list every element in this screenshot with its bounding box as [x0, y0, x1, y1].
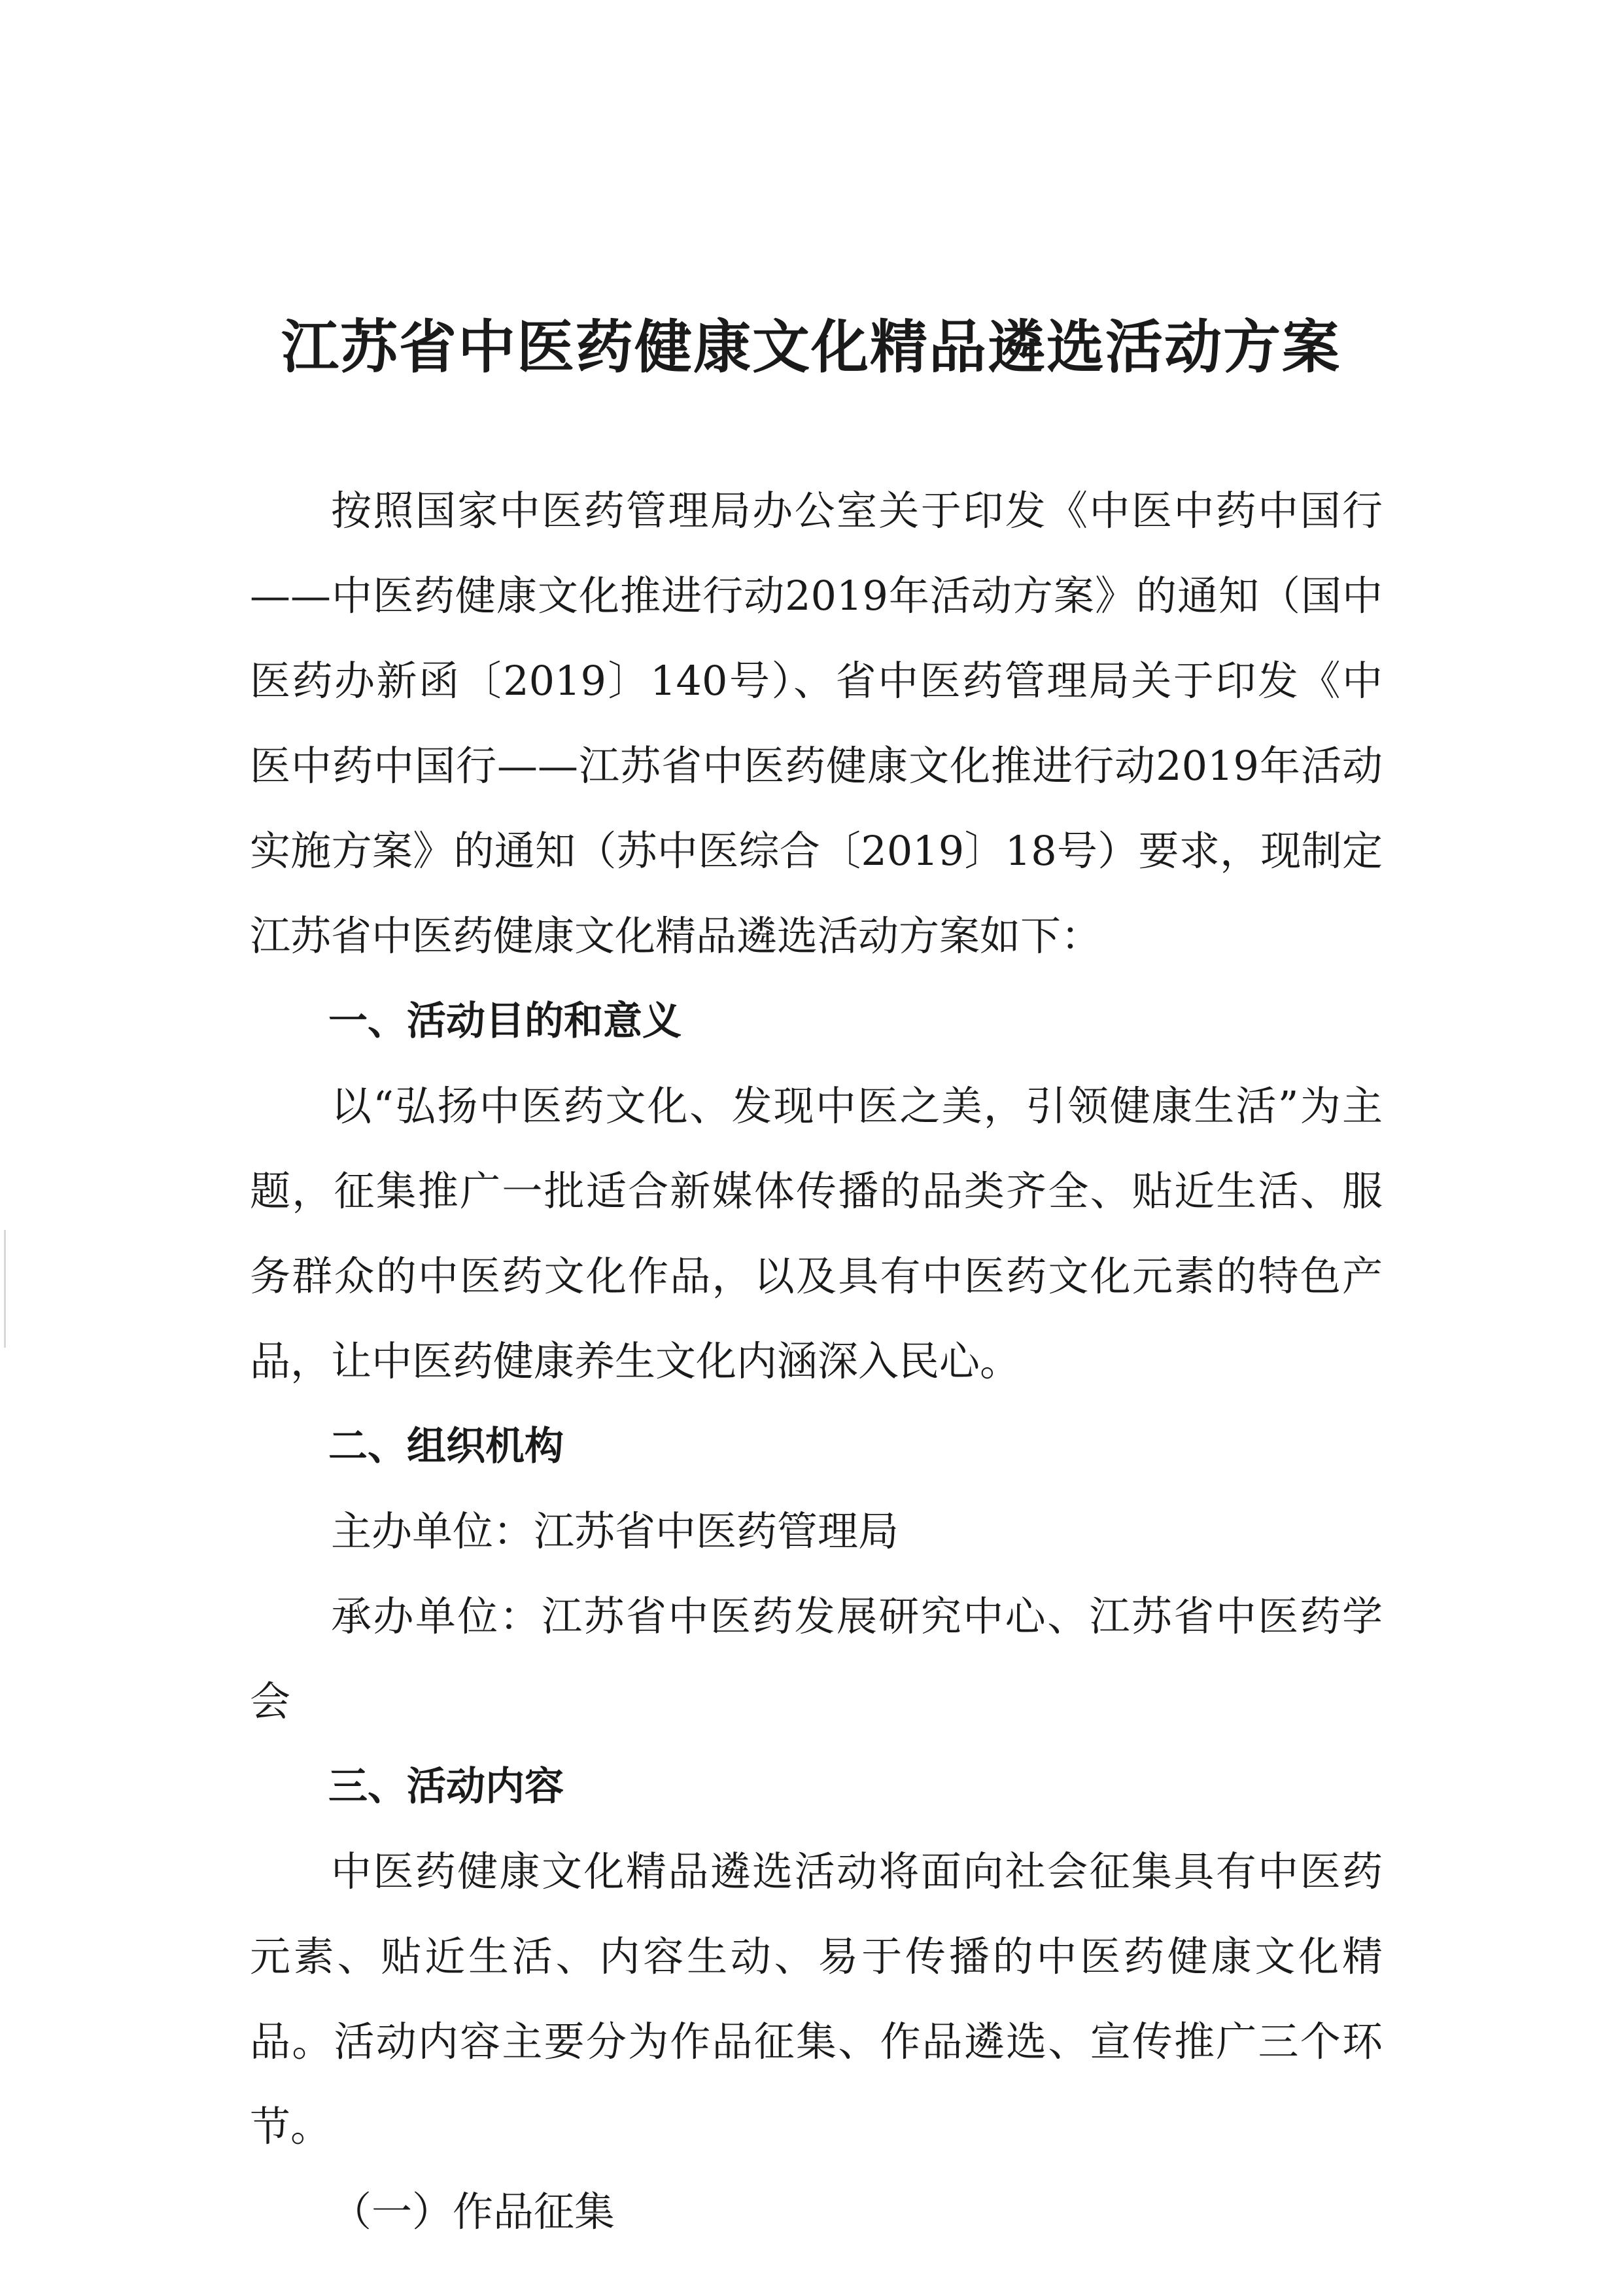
host-unit-line: 主办单位：江苏省中医药管理局: [331, 1507, 899, 1555]
subsection-heading-collection: （一）作品征集: [331, 2188, 615, 2235]
scan-edge-mark: [4, 1230, 6, 1348]
content-paragraph: 中医药健康文化精品遴选活动将面向社会征集具有中医药元素、贴近生活、内容生动、易于传播的中医药健康文化精品。活动内容主要分为作品征集、作品遴选、宣传推广三个环节。: [250, 1848, 1383, 2150]
document-title: 江苏省中医药健康文化精品遴选活动方案: [281, 313, 1341, 381]
document-body: [250, 468, 1383, 2254]
section-heading-purpose: 一、活动目的和意义: [328, 998, 682, 1044]
section-heading-content: 三、活动内容: [328, 1764, 564, 1810]
purpose-paragraph: 以“弘扬中医药文化、发现中医之美，引领健康生活”为主题，征集推广一批适合新媒体传播的品类齐全、贴近生活、服务群众的中医药文化作品，以及具有中医药文化元素的特色产品，让中医药健康养生文化内涵深入民心。: [250, 1082, 1383, 1385]
intro-paragraph: 按照国家中医药管理局办公室关于印发《中医中药中国行——中医药健康文化推进行动2019年活动方案》的通知（国中医药办新函〔2019〕140号）、省中医药管理局关于印发《中医中药中国行——江苏省中医药健康文化推进行动2019年活动实施方案》的通知（苏中医综合〔2019〕18号）要求，现制定江苏省中医药健康文化精品遴选活动方案如下：: [250, 487, 1383, 960]
organizer-unit-line: 承办单位：江苏省中医药发展研究中心、江苏省中医药学会: [250, 1592, 1383, 1725]
section-heading-organization: 二、组织机构: [328, 1424, 564, 1469]
